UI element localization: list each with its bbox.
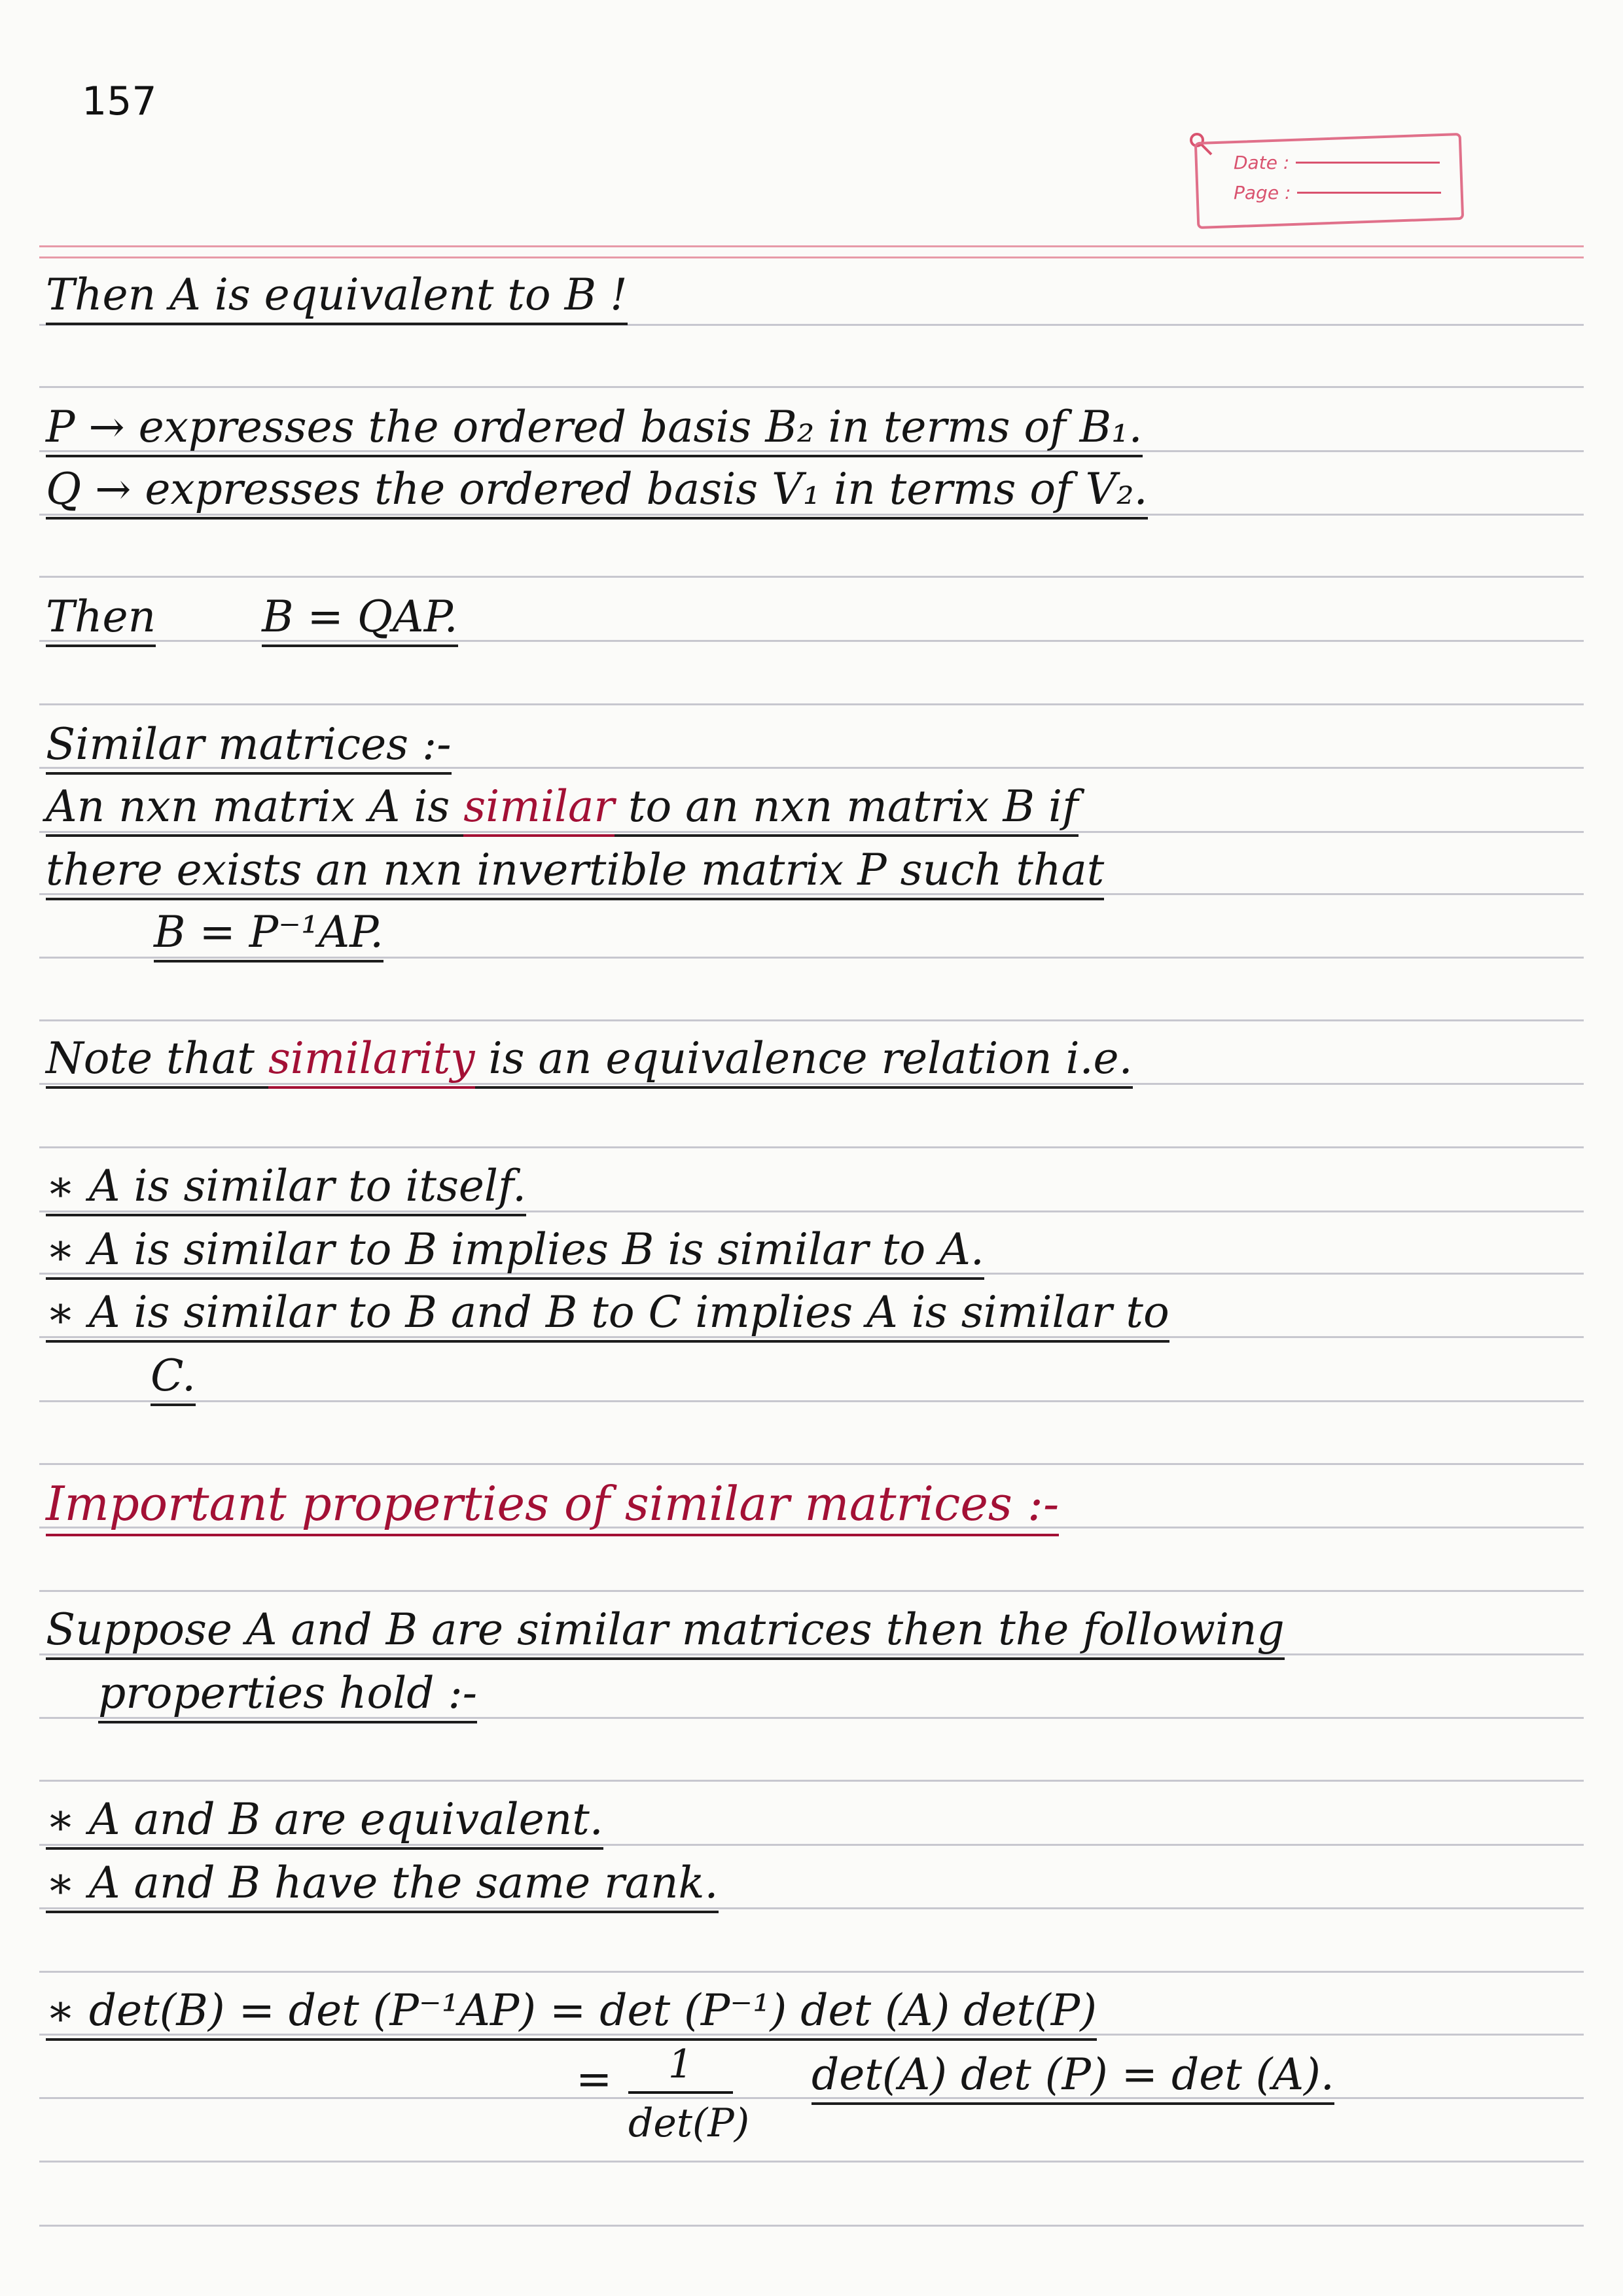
ruled-line	[39, 1019, 1584, 1021]
ruled-line	[39, 1590, 1584, 1592]
ruled-line	[39, 2225, 1584, 2227]
property-determinant: ∗ det(B) = det (P⁻¹AP) = det (P⁻¹) det (A) det(P)	[46, 1989, 1571, 2032]
ruled-line	[39, 1780, 1584, 1782]
text-line-b-equals-qap	[46, 592, 1571, 642]
stamp-border	[1194, 133, 1464, 229]
determinant-equals-sign: =	[576, 2054, 613, 2104]
determinant-fraction	[628, 2041, 750, 2146]
b-equals-qap: B = QAP.	[262, 592, 458, 647]
ruled-line	[39, 703, 1584, 705]
similarity-highlight: similarity	[268, 1033, 475, 1089]
bullet-reflexive: ∗ A is similar to itself.	[46, 1165, 1571, 1208]
bullet-transitive: ∗ A is similar to B and B to C implies A is similar to	[46, 1291, 1571, 1334]
bullet-transitive-continued: C.	[151, 1354, 1571, 1398]
similar-highlight: similar	[463, 781, 615, 837]
then-label: Then	[46, 592, 156, 647]
text-line-b-equals-pinv-ap: B = P⁻¹AP.	[154, 911, 1571, 954]
ruled-line	[39, 2161, 1584, 2163]
stamp-date-label: Date :	[1234, 152, 1290, 173]
section-heading-important-properties: Important properties of similar matrices :-	[46, 1480, 1571, 1527]
ruled-line	[39, 386, 1584, 388]
fraction-denominator: det(P)	[628, 2100, 750, 2146]
date-page-stamp	[1188, 131, 1463, 222]
bullet-symmetric: ∗ A is similar to B implies B is similar to A.	[46, 1228, 1571, 1271]
text-line-suppose: Suppose A and B are similar matrices then the following	[46, 1608, 1571, 1651]
property-same-rank: ∗ A and B have the same rank.	[46, 1862, 1571, 1905]
text-line-similar-definition: An nxn matrix A is similar to an nxn matrix B if	[46, 785, 1571, 828]
fraction-numerator: 1	[628, 2041, 733, 2094]
property-equivalent: ∗ A and B are equivalent.	[46, 1798, 1571, 1841]
text-line-q-definition: Q → expresses the ordered basis V₁ in terms of V₂.	[46, 468, 1571, 511]
ruled-line	[39, 1146, 1584, 1148]
ruled-line	[39, 576, 1584, 578]
page-number: 157	[82, 79, 157, 124]
stamp-page-label: Page :	[1234, 182, 1291, 203]
ruled-line	[39, 1463, 1584, 1465]
ruled-line	[39, 1971, 1584, 1973]
ruled-line	[39, 1400, 1584, 1402]
determinant-result: det(A) det (P) = det (A).	[812, 2053, 1571, 2096]
margin-rule	[39, 256, 1584, 258]
text-line-equivalence-conclusion: Then A is equivalent to B !	[46, 274, 1571, 317]
text-line-exists-invertible: there exists an nxn invertible matrix P such that	[46, 849, 1571, 892]
stamp-page-row	[1234, 182, 1441, 203]
stamp-date-row	[1234, 152, 1440, 173]
text-line-properties-hold: properties hold :-	[98, 1672, 1571, 1715]
margin-rule	[39, 245, 1584, 247]
stamp-page-fill	[1297, 192, 1441, 194]
stamp-date-fill	[1296, 162, 1440, 164]
text-line-equivalence-relation: Note that similarity is an equivalence relation i.e.	[46, 1037, 1571, 1080]
section-heading-similar-matrices: Similar matrices :-	[46, 723, 1571, 766]
text-line-p-definition: P → expresses the ordered basis B₂ in terms of B₁.	[46, 406, 1571, 449]
